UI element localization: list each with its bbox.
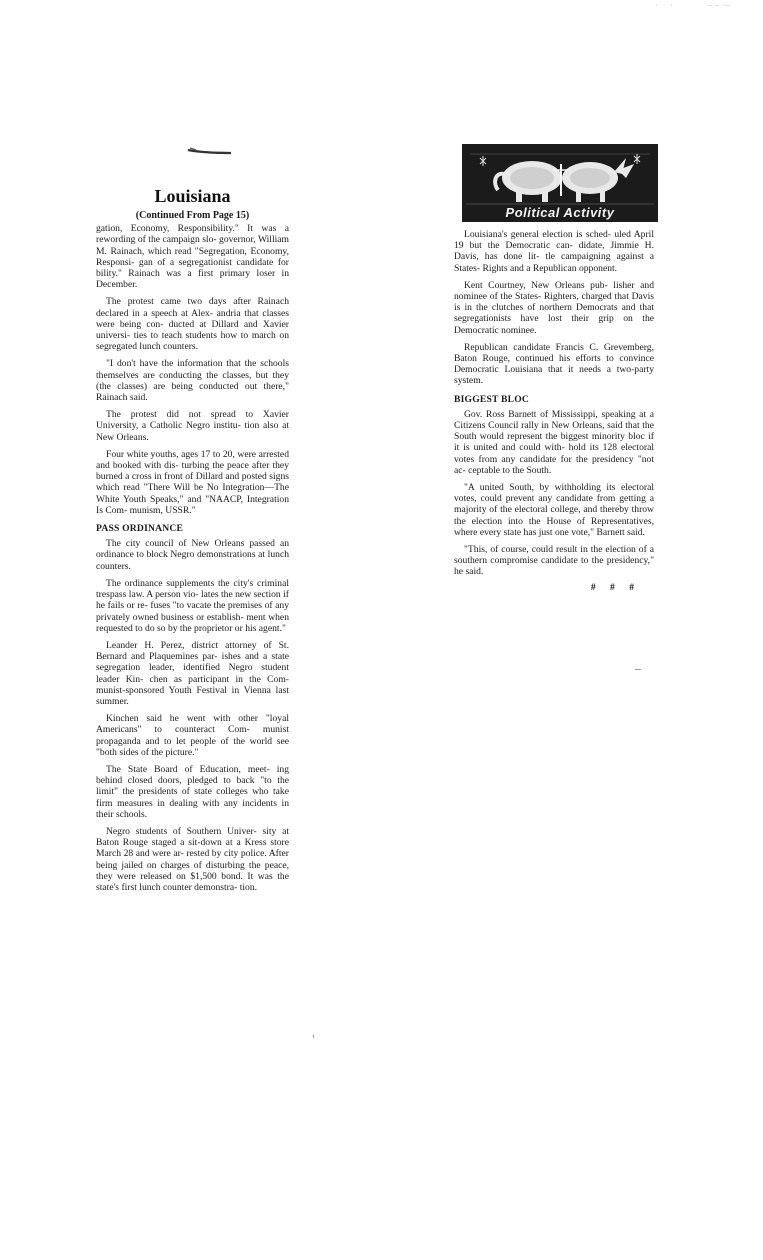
paragraph: Louisiana's general election is sched- uled April 19 but the Democratic can- didate, Jimmie H. Davis, has done lit- tle campaigning against a States- Rights and a Republican opponent. (454, 229, 654, 274)
paragraph: Republican candidate Francis C. Grevemberg, Baton Rouge, continued his efforts to convince Democratic Louisiana that it needs a two-party system. (454, 341, 654, 387)
paragraph: The protest came two days after Rainach declared in a speech at Alex- andria that classes were being con- ducted at Dillard and Xavier universi- ties to teach students how to march on segregated lunch counters. (96, 296, 289, 353)
left-article-column (96, 186, 289, 899)
end-mark: # # # (590, 581, 640, 593)
right-article-column (454, 229, 654, 593)
paragraph: "This, of course, could result in the election of a southern compromise candidate to the presidency," he said. (454, 544, 654, 578)
paragraph: Kent Courtney, New Orleans pub- lisher and nominee of the States- Righters, charged that Davis is in the clutches of northern Democrats and that segregationists have lost their grip on the Democratic nominee. (454, 279, 654, 336)
continued-note: (Continued From Page 15) (135, 210, 250, 221)
paragraph: Leander H. Perez, district attorney of St. Bernard and Plaquemines par- ishes and a state segregation leader, identified Negro student leader Kin- chen as participant in the Com- munist-sponsored Youth Festival in Vienna last summer. (96, 639, 289, 707)
paragraph: The State Board of Education, meet- ing behind closed doors, pledged to back "to the limit" the presidents of state colleges who take firm measures in dealing with any incidents in their schools. (96, 763, 289, 820)
logo-label: Political Activity (505, 205, 615, 220)
paragraph: The ordinance supplements the city's criminal trespass law. A person vio- lates the new section if he fails or re- fuses "to vacate the premises of any privately owned business or establish- ment when requested to do so by the proprietor or his agent." (96, 577, 289, 634)
scan-speck (635, 669, 641, 670)
political-activity-logo (462, 144, 658, 222)
paragraph: Kinchen said he went with other "loyal Americans" to counteract Com- munist propaganda and to let people of the world see "both sides of the picture." (96, 713, 289, 758)
article-headline: Louisiana (154, 186, 231, 206)
scan-speck (313, 1035, 314, 1038)
paragraph: gation, Economy, Responsibility." It was a rewording of the campaign slo- governor, William M. Rainach, which read "Segregation, Economy, Responsi- gan of a segregationist candidate for bility." Rainach was a first primary loser in December. (96, 223, 289, 291)
paragraph: Negro students of Southern Univer- sity at Baton Rouge staged a sit-down at a Kress store March 28 and were ar- rested by city police. After being jailed on charges of disturbing the peace, they were released on $1,500 bond. It was the state's first lunch counter demonstra- tion. (96, 825, 289, 893)
paragraph: The city council of New Orleans passed an ordinance to block Negro demonstrations at lunch counters. (96, 538, 289, 572)
paragraph: "I don't have the information that the schools themselves are conducting the classes, but they (the classes) are being conducted out there," Rainach said. (96, 358, 289, 404)
subhead-biggest-bloc: BIGGEST BLOC (454, 393, 530, 405)
subhead-pass-ordinance: PASS ORDINANCE (96, 523, 184, 535)
paragraph: Four white youths, ages 17 to 20, were arrested and booked with dis- turbing the peace after they burned a cross in front of Dillard and posted signs which read "There Will be No Integration—The White Youth Speaks," and "NAACP, Integration Is Com- munism, USSR." (96, 448, 289, 516)
paragraph: "A united South, by withholding its electoral votes, could prevent any candidate from getting a majority of the electoral college, and thereby throw the election into the House of Representatives, where every state has just one vote," Barnett said. (454, 482, 654, 538)
paragraph: The protest did not spread to Xavier University, a Catholic Negro institu- tion also at New Orleans. (96, 409, 289, 443)
paragraph: Gov. Ross Barnett of Mississippi, speaking at a Citizens Council rally in New Orleans, said that the South would represent the biggest minority bloc if it is united and could with- hold its 128 electoral votes from any candidate for the presidency "not ac- ceptable to the South. (454, 408, 654, 476)
decorative-dash (187, 147, 232, 155)
